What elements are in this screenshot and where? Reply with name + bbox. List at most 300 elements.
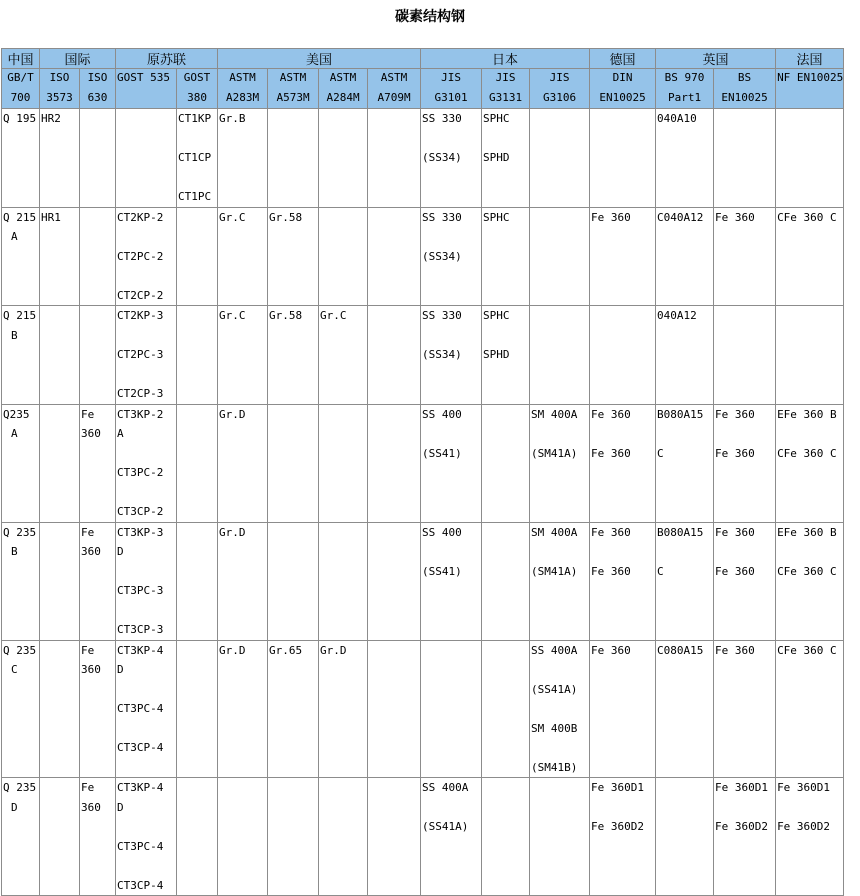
table-cell (268, 306, 319, 405)
grade-line: B (11, 545, 18, 558)
table-cell (368, 306, 421, 405)
country-header-germany: 德国 (590, 49, 656, 69)
standard-header-cell (116, 69, 177, 109)
table-cell (482, 306, 530, 405)
grade-line: Q 235 (3, 781, 37, 794)
table-cell (40, 109, 80, 208)
cell-line: SS 330 (422, 112, 462, 125)
cell-line: D (117, 663, 124, 676)
cell-line: Fe (81, 525, 95, 539)
table-cell (268, 778, 319, 896)
cell-line: CFe 360 C (777, 564, 837, 578)
table-cell (80, 640, 116, 778)
table-cell (776, 306, 844, 405)
cell-line: CFe 360 C (777, 643, 837, 657)
cell-line: SS 400A (531, 643, 578, 657)
table-cell (177, 109, 218, 208)
standard-header-line: ISO (87, 71, 108, 84)
cell-line: HR1 (41, 210, 61, 224)
cell-line: Fe 360 (591, 564, 631, 578)
table-cell (656, 207, 714, 306)
line-spacer (777, 798, 842, 818)
line-spacer (777, 424, 842, 444)
table-cell (218, 404, 268, 522)
cell-line: D (117, 800, 124, 814)
table-cell (368, 640, 421, 778)
line-spacer (531, 738, 588, 758)
table-cell (530, 522, 590, 640)
cell-line: CT3KP-3 (117, 525, 164, 539)
line-spacer (178, 168, 216, 188)
table-cell (776, 109, 844, 208)
table-cell (656, 522, 714, 640)
table-cell (218, 207, 268, 306)
standard-header-line: JIS (495, 71, 516, 84)
cell-line: (SM41B) (531, 760, 578, 774)
table-cell (482, 522, 530, 640)
table-cell (421, 207, 482, 306)
table-cell (482, 109, 530, 208)
standard-header-line: BS (737, 71, 752, 84)
table-cell (368, 207, 421, 306)
standard-header-cell (80, 69, 116, 109)
table-cell (80, 306, 116, 405)
cell-line: CT2CP-2 (117, 288, 164, 302)
standard-header-cell (319, 69, 368, 109)
cell-line: SPHC (483, 210, 510, 224)
country-header-china: 中国 (2, 49, 40, 69)
cell-line: Fe 360 (715, 525, 755, 539)
cell-line: SPHD (483, 348, 510, 361)
table-cell (776, 640, 844, 778)
standard-header-line (117, 89, 175, 109)
table-cell (530, 404, 590, 522)
standard-header-cell (40, 69, 80, 109)
table-cell (40, 207, 80, 306)
table-cell (40, 306, 80, 405)
cell-line: CT3KP-4 (117, 643, 164, 657)
standard-header-cell (482, 69, 530, 109)
line-spacer (591, 798, 654, 818)
table-cell (80, 109, 116, 208)
standard-header-line: NF EN10025 (777, 71, 844, 84)
table-cell (482, 778, 530, 896)
cell-line: C040A12 (657, 210, 704, 224)
cell-line: Fe 360 (591, 643, 631, 657)
table-cell (268, 522, 319, 640)
standard-header-line: JIS (549, 71, 570, 84)
cell-line: Gr.58 (269, 210, 303, 224)
cell-line: SM 400A (531, 525, 578, 539)
table-cell (80, 404, 116, 522)
line-spacer (483, 129, 528, 149)
cell-line: CT2PC-2 (117, 249, 164, 263)
standard-header-cell (530, 69, 590, 109)
line-spacer (117, 266, 175, 286)
table-cell (590, 404, 656, 522)
table-cell (421, 640, 482, 778)
table-cell (268, 640, 319, 778)
country-header-japan: 日本 (421, 49, 590, 69)
cell-line: 360 (81, 663, 101, 676)
table-cell (319, 109, 368, 208)
cell-line: Fe 360D1 (777, 781, 831, 794)
cell-line: Fe (81, 643, 95, 657)
line-spacer (117, 227, 175, 247)
table-cell (319, 306, 368, 405)
standard-header-line: GOST 535 (117, 71, 170, 84)
table-cell (40, 522, 80, 640)
table-cell (714, 306, 776, 405)
standard-header-line: 380 (187, 90, 207, 104)
table-cell (530, 778, 590, 896)
cell-line: D (117, 545, 124, 558)
table-cell (714, 640, 776, 778)
table-cell (421, 522, 482, 640)
grade-line: D (11, 800, 18, 814)
grade-line (3, 129, 38, 149)
standard-header-line: ASTM (380, 71, 408, 84)
cell-line: 040A12 (657, 309, 697, 322)
table-cell (268, 404, 319, 522)
table-cell (40, 778, 80, 896)
page-title: 碳素结构钢 (395, 9, 465, 25)
standard-header-line (777, 89, 842, 109)
line-spacer (531, 542, 588, 562)
cell-line: CT3PC-2 (117, 466, 164, 479)
table-cell (421, 109, 482, 208)
cell-line: CT3PC-4 (117, 702, 164, 715)
cell-line: (SS41) (422, 564, 462, 578)
grade-line: B (11, 328, 18, 342)
cell-line: CT1PC (178, 190, 212, 203)
country-header-france: 法国 (776, 49, 844, 69)
cell-line: Gr.58 (269, 309, 303, 322)
cell-line: CT2KP-3 (117, 309, 164, 322)
table-row (2, 306, 844, 405)
cell-line: 360 (81, 800, 101, 814)
line-spacer (117, 680, 175, 700)
line-spacer (117, 562, 175, 582)
table-cell (714, 522, 776, 640)
line-spacer (117, 601, 175, 621)
grade-line: Q 215 (3, 309, 37, 322)
table-cell (421, 306, 482, 405)
table-cell (116, 207, 177, 306)
table-cell (776, 207, 844, 306)
table-cell (656, 778, 714, 896)
cell-line: Gr.C (219, 309, 246, 322)
grade-line: Q 235 (3, 643, 37, 657)
cell-line: Gr.D (320, 643, 347, 657)
line-spacer (117, 365, 175, 385)
table-cell (656, 109, 714, 208)
line-spacer (715, 424, 774, 444)
standard-header-cell (218, 69, 268, 109)
table-cell (421, 404, 482, 522)
grade-line: Q235 (3, 407, 30, 421)
line-spacer (591, 542, 654, 562)
line-spacer (117, 817, 175, 837)
line-spacer (117, 483, 175, 503)
cell-line: SS 330 (422, 210, 462, 224)
cell-line: (SS41A) (531, 682, 578, 696)
table-cell (177, 522, 218, 640)
table-cell (530, 306, 590, 405)
cell-line: Fe 360D1 (591, 781, 645, 794)
table-cell (319, 778, 368, 896)
cell-line: CT3CP-4 (117, 741, 164, 754)
cell-line: C080A15 (657, 643, 704, 657)
table-cell (530, 640, 590, 778)
cell-line: A (117, 427, 124, 440)
cell-line: Fe 360D2 (591, 820, 645, 833)
table-cell (714, 109, 776, 208)
table-cell (116, 306, 177, 405)
cell-line: Gr.D (219, 525, 246, 539)
table-cell (590, 522, 656, 640)
table-cell (714, 778, 776, 896)
standard-header-line: 700 (10, 90, 31, 104)
table-cell (590, 778, 656, 896)
table-cell (40, 640, 80, 778)
cell-line: (SM41A) (531, 564, 578, 578)
cell-line: (SS41A) (422, 820, 469, 833)
standard-header-line: JIS (441, 71, 461, 84)
table-cell (116, 109, 177, 208)
cell-line: CT2KP-2 (117, 210, 164, 224)
table-cell (656, 306, 714, 405)
cell-line: (SS34) (422, 348, 462, 361)
line-spacer (657, 424, 712, 444)
cell-line: Gr.D (219, 407, 246, 421)
country-header-former-ussr: 原苏联 (116, 49, 218, 69)
table-cell (218, 778, 268, 896)
standard-header-line: BS 970 (664, 71, 705, 84)
line-spacer (483, 326, 528, 346)
cell-line: Fe 360 (591, 446, 631, 460)
line-spacer (117, 444, 175, 464)
standard-header-line: ISO (49, 71, 70, 84)
cell-line: 360 (81, 545, 101, 558)
standard-header-line: A573M (276, 90, 310, 104)
cell-line: 040A10 (657, 112, 697, 125)
cell-line: SPHC (483, 309, 510, 322)
standard-header-line: G3101 (434, 90, 468, 104)
grade-line: A (11, 427, 18, 440)
cell-line: Gr.B (219, 112, 246, 125)
cell-line: B080A15 (657, 407, 704, 421)
standard-header-line: A709M (377, 90, 411, 104)
cell-line: SS 400 (422, 525, 462, 539)
table-row (2, 522, 844, 640)
table-cell (368, 778, 421, 896)
standard-header-line: EN10025 (721, 90, 768, 104)
table-cell (368, 404, 421, 522)
cell-line: CT3PC-3 (117, 584, 164, 597)
standard-header-cell (656, 69, 714, 109)
cell-line: Fe 360 (715, 446, 755, 460)
table-cell (319, 640, 368, 778)
cell-line: Fe 360 (591, 407, 631, 421)
cell-line: Fe 360 (715, 643, 755, 657)
cell-line: B080A15 (657, 525, 704, 539)
cell-line: SS 400A (422, 781, 469, 794)
table-row (2, 404, 844, 522)
grade-cell (2, 109, 40, 208)
line-spacer (422, 424, 480, 444)
cell-line: SM 400B (531, 721, 578, 735)
cell-line: CT1CP (178, 151, 212, 164)
standard-header-line: 3573 (46, 90, 73, 104)
standard-header-line: EN10025 (599, 90, 646, 104)
line-spacer (422, 542, 480, 562)
cell-line: CFe 360 C (777, 210, 837, 224)
grade-cell (2, 522, 40, 640)
line-spacer (715, 542, 774, 562)
line-spacer (422, 326, 480, 346)
cell-line: (SS41) (422, 446, 462, 460)
line-spacer (422, 227, 480, 247)
table-row (2, 207, 844, 306)
cell-line: Gr.C (320, 309, 347, 322)
grade-cell (2, 404, 40, 522)
standard-header-line: A283M (225, 90, 260, 104)
cell-line: SS 330 (422, 309, 462, 322)
table-cell (482, 404, 530, 522)
table-cell (590, 306, 656, 405)
grade-line: Q 235 (3, 525, 37, 539)
cell-line: Fe (81, 407, 95, 421)
cell-line: C (657, 446, 664, 460)
standard-header-line: DIN (612, 71, 633, 84)
cell-line: CT1KP (178, 112, 212, 125)
table-cell (177, 778, 218, 896)
table-cell (218, 306, 268, 405)
table-cell (714, 207, 776, 306)
cell-line: CT3CP-4 (117, 878, 164, 892)
table-cell (319, 404, 368, 522)
cell-line: Gr.D (219, 643, 246, 657)
cell-line: Fe 360 (715, 407, 755, 421)
cell-line: SM 400A (531, 407, 578, 421)
grade-line: Q 215 (3, 210, 37, 224)
line-spacer (422, 798, 480, 818)
cell-line: (SM41A) (531, 446, 578, 460)
table-cell (714, 404, 776, 522)
standard-header-cell (776, 69, 844, 109)
standard-header-line: ASTM (229, 71, 256, 84)
cell-line: Gr.65 (269, 643, 303, 657)
line-spacer (117, 326, 175, 346)
cell-line: SPHD (483, 151, 510, 164)
table-cell (368, 109, 421, 208)
grade-line: C (11, 663, 18, 676)
cell-line: Gr.C (219, 210, 246, 224)
grade-rows (2, 109, 844, 896)
standard-header-cell (177, 69, 218, 109)
line-spacer (117, 719, 175, 739)
table-row (2, 640, 844, 778)
cell-line: CFe 360 C (777, 446, 837, 460)
table-cell (116, 522, 177, 640)
line-spacer (777, 542, 842, 562)
table-cell (590, 109, 656, 208)
cell-line: Fe 360 (715, 564, 755, 578)
table-cell (656, 404, 714, 522)
cell-line: EFe 360 B (777, 407, 837, 421)
cell-line: Fe 360 (591, 525, 631, 539)
table-cell (218, 640, 268, 778)
cell-line: (SS34) (422, 151, 462, 164)
line-spacer (531, 699, 588, 719)
cell-line: (SS34) (422, 249, 462, 263)
table-cell (116, 640, 177, 778)
cell-line: Fe 360 (591, 210, 631, 224)
grade-line: Q 195 (3, 112, 37, 125)
cell-line: Fe 360 (715, 210, 755, 224)
grade-line: A (11, 230, 18, 243)
standard-header-line: 630 (87, 90, 108, 104)
standard-header-cell (590, 69, 656, 109)
line-spacer (531, 660, 588, 680)
country-header-usa: 美国 (218, 49, 421, 69)
standard-header-cell (714, 69, 776, 109)
table-cell (590, 207, 656, 306)
table-cell (268, 207, 319, 306)
standard-header-cell (268, 69, 319, 109)
table-cell (177, 207, 218, 306)
table-cell (116, 778, 177, 896)
standard-header-cell (368, 69, 421, 109)
cell-line: SPHC (483, 112, 510, 125)
table-cell (218, 522, 268, 640)
cell-line: CT3KP-2 (117, 407, 164, 421)
standard-header-line: GOST (183, 71, 211, 84)
grade-cell (2, 207, 40, 306)
line-spacer (591, 424, 654, 444)
cell-line: C (657, 564, 664, 578)
table-cell (218, 109, 268, 208)
country-header-uk: 英国 (656, 49, 776, 69)
table-cell (421, 778, 482, 896)
table-cell (319, 207, 368, 306)
table-cell (656, 640, 714, 778)
standard-header-line: G3131 (488, 90, 523, 104)
line-spacer (178, 129, 216, 149)
standard-header-line: ASTM (329, 71, 357, 84)
line-spacer (422, 129, 480, 149)
table-cell (368, 522, 421, 640)
standard-header-line: G3106 (542, 90, 577, 104)
cell-line: CT3CP-2 (117, 505, 164, 518)
cell-line: Fe 360D2 (715, 820, 769, 833)
cell-line: CT3CP-3 (117, 623, 164, 636)
standard-header-line: ASTM (279, 71, 307, 84)
table-cell (482, 207, 530, 306)
cell-line: CT3PC-4 (117, 839, 164, 853)
standard-header-cell (2, 69, 40, 109)
cell-line: HR2 (41, 112, 61, 125)
table-row (2, 109, 844, 208)
grade-cell (2, 778, 40, 896)
cell-line: SS 400 (422, 407, 462, 421)
table-cell (80, 207, 116, 306)
table-cell (776, 404, 844, 522)
table-cell (177, 306, 218, 405)
line-spacer (657, 542, 712, 562)
cell-line: Fe (81, 781, 95, 794)
